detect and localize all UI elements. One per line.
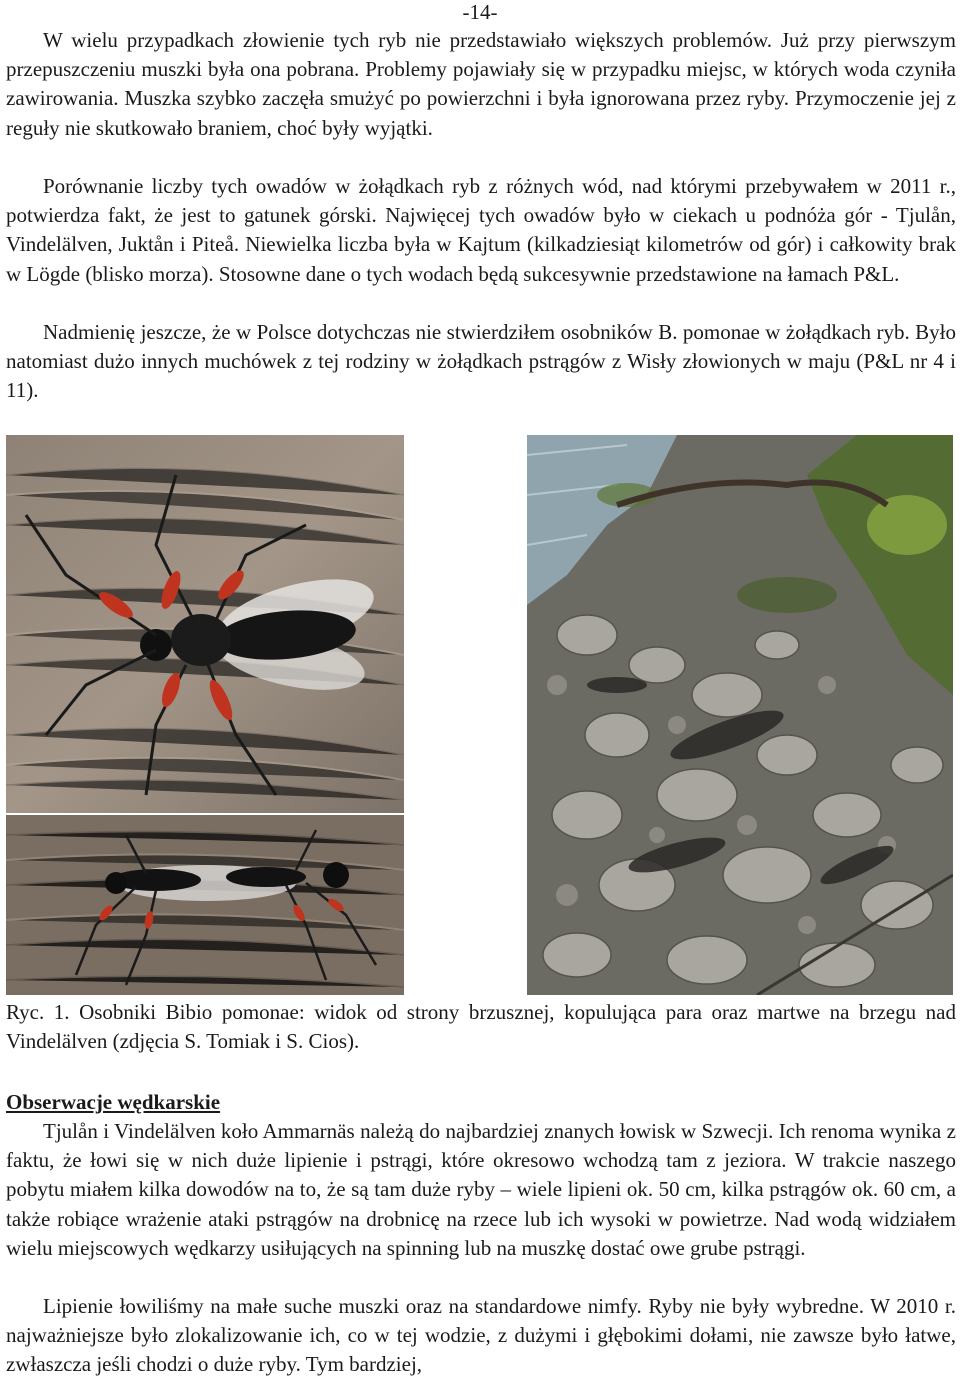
page-number: -14-: [462, 0, 498, 24]
figure-caption: Ryc. 1. Osobniki Bibio pomonae: widok od strony brzusznej, kopulująca para oraz martwe na brzegu nad Vindelälven (zdjęcia S. Tomiak i S. Cios).: [6, 1000, 956, 1054]
photo-riverbank-vindelalven: [527, 435, 953, 995]
section-heading: Obserwacje wędkarskie: [6, 1090, 221, 1114]
paragraph-1: W wielu przypadkach złowienie tych ryb nie przedstawiało większych problemów. Już przy pierwszym przepuszczeniu muszki była ona pobrana. Problemy pojawiały się w przypadku miejsc, w których woda czyniła zawirowania. Muszka szybko zaczęła smużyć po powierzchni i była ignorowana przez ryby. Przymoczenie jej z reguły nie skutkowało braniem, choć były wyjątki.: [6, 28, 956, 140]
paragraph-4: Tjulån i Vindelälven koło Ammarnäs należą do najbardziej znanych łowisk w Szwecji. Ich renoma wynika z faktu, że łowi się w nich duże lipienie i pstrągi, które okresowo wchodzą tam z jeziora. W trakcie naszego pobytu miałem kilka dowodów na to, że są tam duże ryby – wiele lipieni ok. 50 cm, kilka pstrągów ok. 60 cm, a także robiące wrażenie ataki pstrągów na drobnicę na rzece lub ich wysoki w powietrze. Nad wodą widziałem wielu miejscowych wędkarzy usiłujących na spinning lub na muszkę dostać owe grube pstrągi.: [6, 1119, 956, 1260]
paragraph-5: Lipienie łowiliśmy na małe suche muszki oraz na standardowe nimfy. Ryby nie były wybredne. W 2010 r. najważniejsze było zlokalizowanie ich, co w tej wodzie, z dużymi i głębokimi dołami, nie zawsze było łatwe, zwłaszcza jeśli chodzi o duże ryby. Tym bardziej,: [6, 1294, 956, 1377]
paragraph-3: Nadmienię jeszcze, że w Polsce dotychczas nie stwierdziłem osobników B. pomonae w żołądkach ryb. Było natomiast dużo innych muchówek z tej rodziny w żołądkach pstrągów z Wisły złowionych w maju (P&L nr 4 i 11).: [6, 320, 956, 403]
photo-bibio-pair: [6, 815, 404, 995]
photo-bibio-ventral: [6, 435, 404, 813]
paragraph-2: Porównanie liczby tych owadów w żołądkach ryb z różnych wód, nad którymi przebywałem w 2011 r., potwierdza fakt, że jest to gatunek górski. Najwięcej tych owadów było w ciekach u podnóża gór - Tjulån, Vindelälven, Juktån i Piteå. Niewielka liczba była w Kajtum (kilkadziesiąt kilometrów od gór) i całkowity brak w Lögde (blisko morza). Stosowne dane o tych wodach będą sukcesywnie przedstawione na łamach P&L.: [6, 174, 956, 286]
